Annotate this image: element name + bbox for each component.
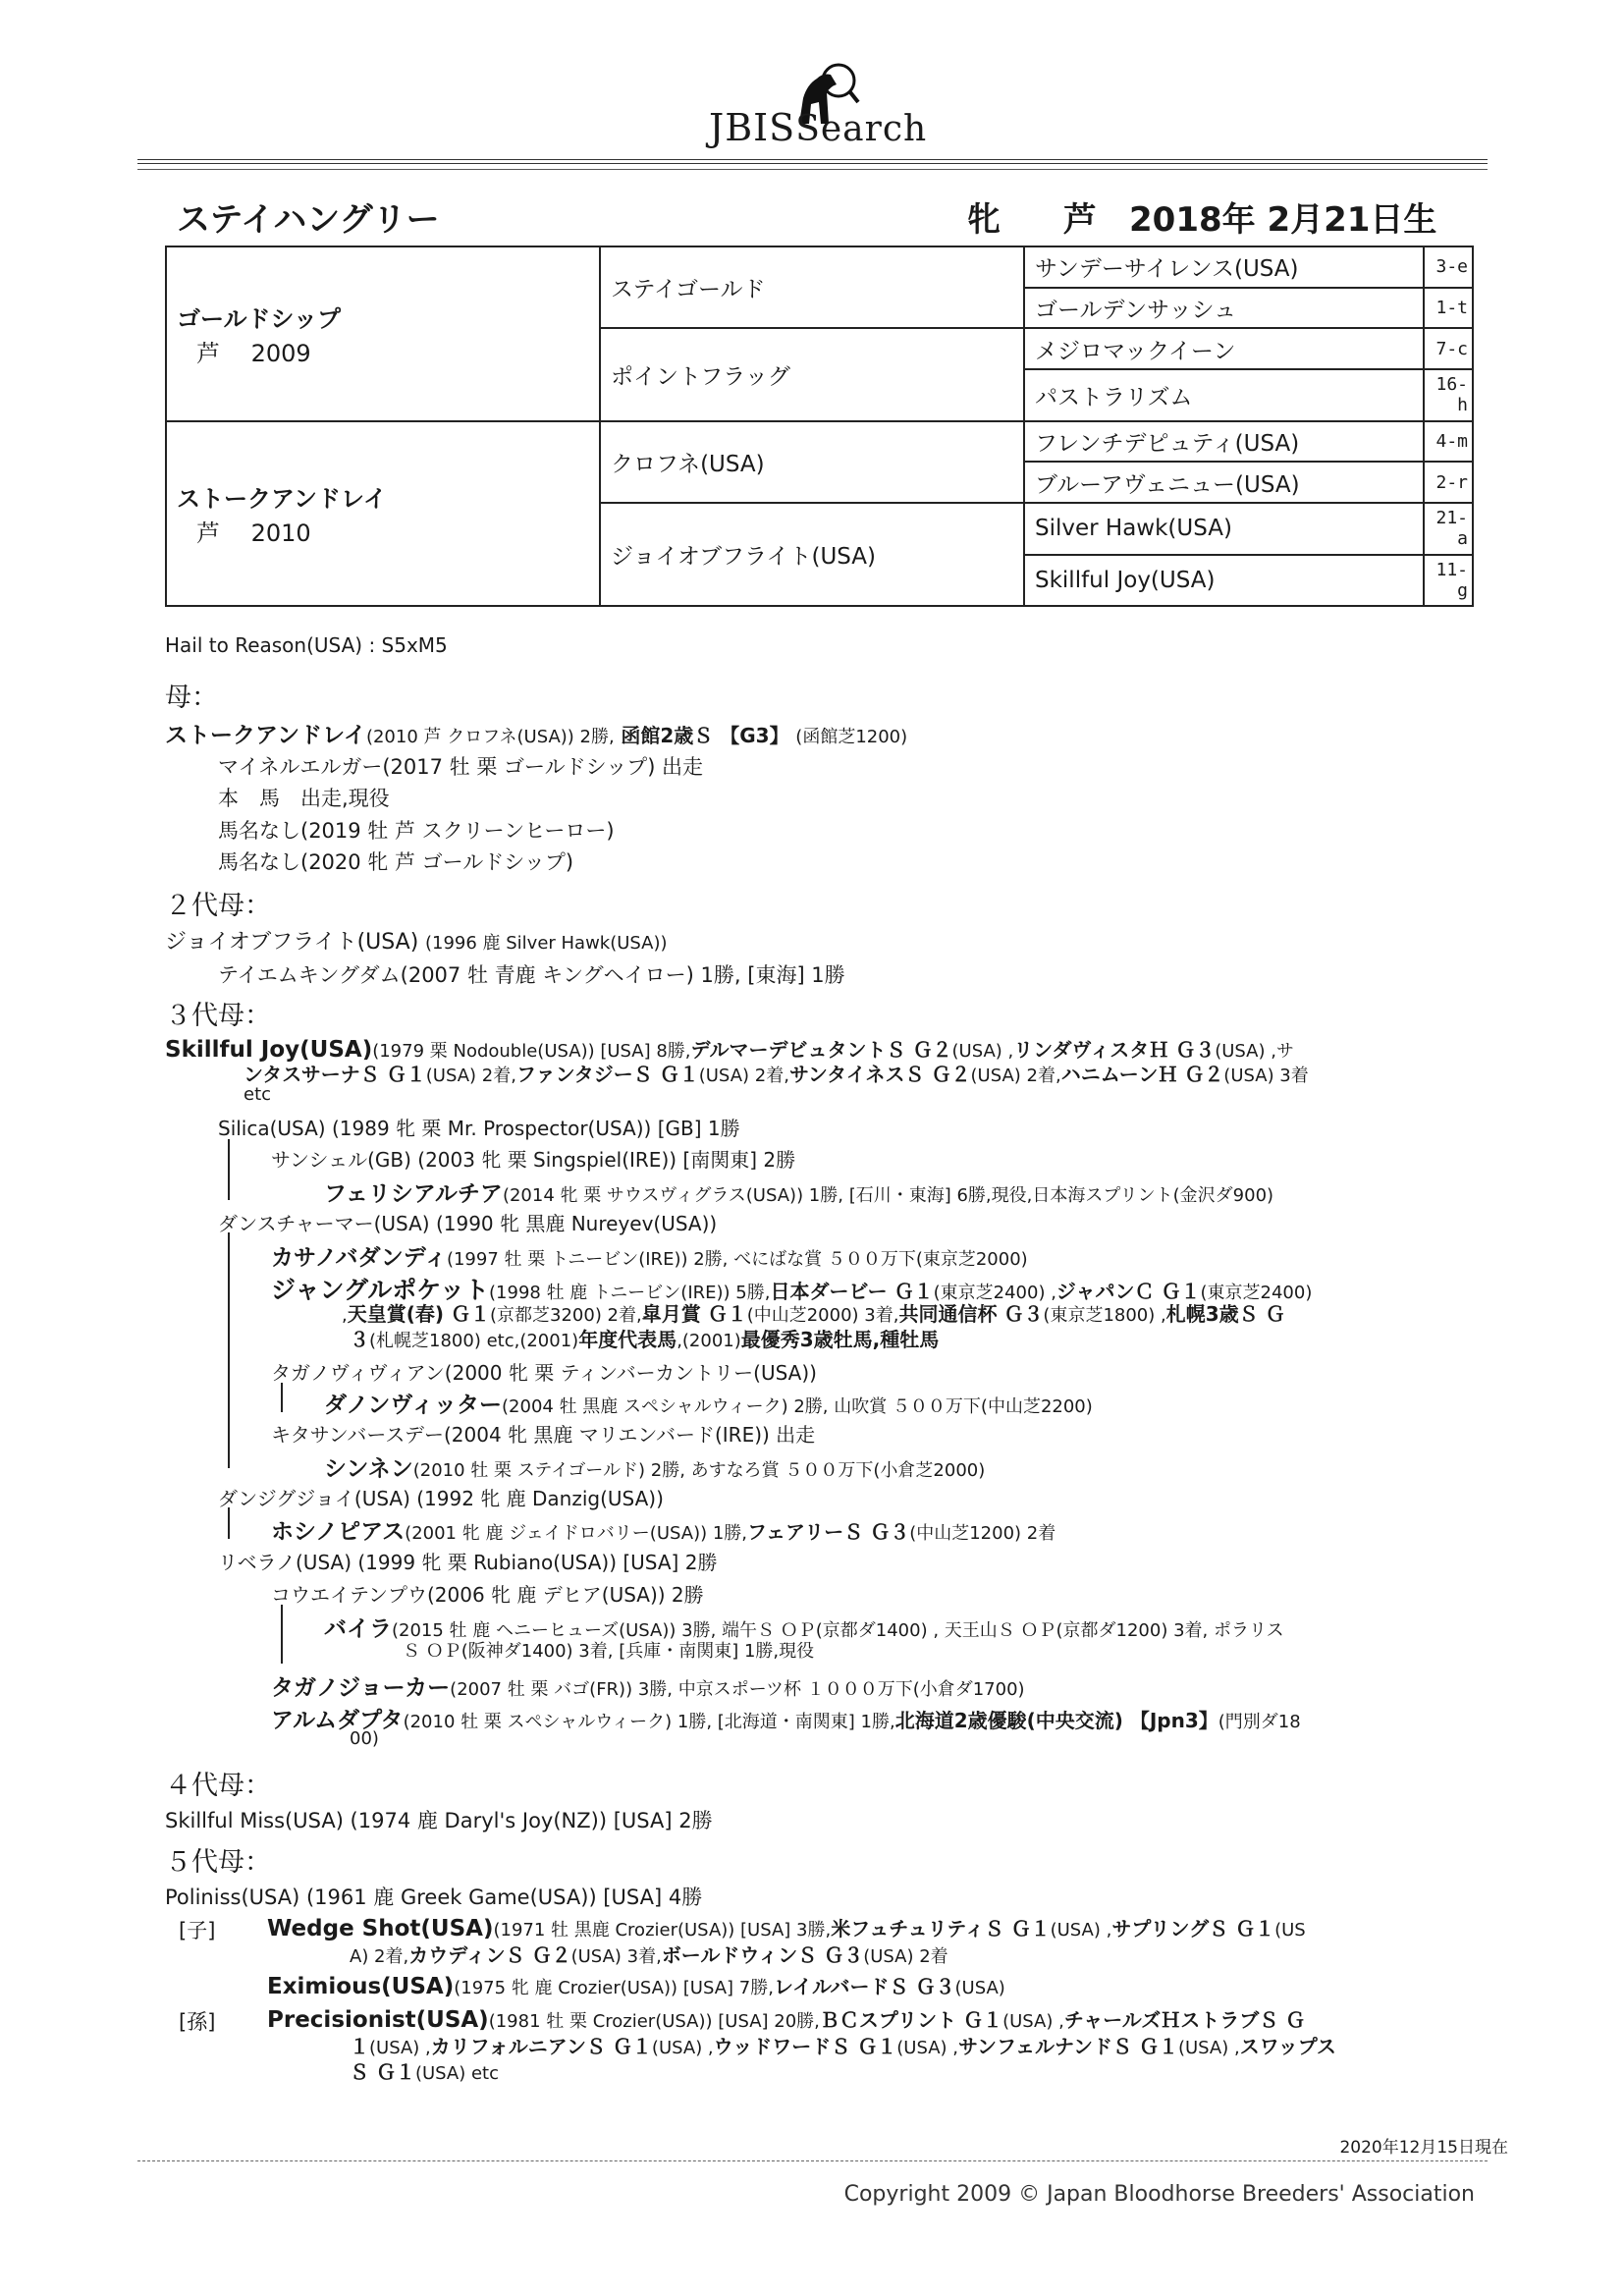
sire-cell — [166, 246, 600, 421]
sex-color: 牝 芦 — [967, 200, 1122, 240]
logo-text — [709, 106, 927, 149]
great-cell: Silver Hawk(USA) — [1024, 503, 1424, 554]
child-tag: [子] — [179, 1919, 216, 1942]
race-note: (門別ダ18 — [1218, 1712, 1301, 1732]
horse-name-bold: Precisionist(USA) — [267, 2007, 489, 2033]
horse-name-bold: フェリシアルチア — [324, 1181, 503, 1207]
grand-cell: ステイゴールド — [600, 246, 1024, 328]
race-name: ３ — [350, 1328, 369, 1351]
race-note: (東京芝1800) , — [1043, 1305, 1166, 1326]
descendant-line-cont — [350, 2056, 499, 2085]
race-name: ボールドウィンＳ Ｇ３ — [661, 1943, 864, 1967]
dam-line — [165, 717, 907, 749]
descendant-line — [267, 1913, 1306, 1941]
race-note: (USA) , — [1050, 1920, 1112, 1941]
race-note: (中山芝1200) 2着 — [909, 1523, 1056, 1544]
pedigree-table — [165, 246, 1474, 607]
section-heading: ４代母： — [165, 1771, 271, 1801]
descendant-line — [324, 1175, 1273, 1208]
horse-name-bold: ホシノピアス — [271, 1519, 406, 1545]
descendant-line-cont — [342, 1298, 1285, 1327]
horse-info: (1997 牡 栗 トニービン(IRE)) 2勝, べにばな賞 ５００万下(東京芝2000) — [446, 1249, 1028, 1270]
horse-name-bold: ダノンヴィッター — [324, 1393, 503, 1418]
race-note: (USA) 3着 — [1223, 1066, 1309, 1086]
great-cell: ブルーアヴェニュー(USA) — [1024, 462, 1424, 503]
race-name: 天皇賞(春) Ｇ１ — [347, 1302, 490, 1326]
award: 年度代表馬 — [578, 1328, 677, 1351]
family-code: 1-t — [1424, 288, 1473, 329]
race-name: ウッドワードＳ Ｇ１ — [713, 2035, 897, 2058]
horse-info: (1975 牝 鹿 Crozier(USA)) [USA] 7勝, — [454, 1978, 774, 1998]
dam-info: (2010 芦 クロフネ(USA)) 2勝, — [365, 727, 615, 747]
offspring-line: 馬名なし(2020 牝 芦 ゴールドシップ) — [218, 850, 574, 874]
etc-note: etc — [244, 1084, 272, 1105]
family-code: 4-m — [1424, 421, 1473, 463]
race-note: (USA) , — [896, 2038, 958, 2058]
race-note: A) 2着, — [350, 1946, 409, 1967]
race-note: (USA) — [954, 1978, 1005, 1998]
race-note: (東京芝2400) — [1200, 1283, 1313, 1303]
section-heading: ２代母： — [165, 891, 271, 921]
horse-name-bold: Wedge Shot(USA) — [267, 1916, 494, 1941]
tree-bar — [281, 1383, 283, 1412]
race-name: フェアリーＳ Ｇ３ — [747, 1520, 910, 1544]
family-code: 2-r — [1424, 462, 1473, 503]
horse-name-bold: シンネン — [324, 1456, 413, 1482]
descendant-line — [267, 2004, 1305, 2033]
horse-info: (2010 牡 栗 ステイゴールド) 2勝, あすなろ賞 ５００万下(小倉芝2000) — [412, 1460, 986, 1481]
race-name: サンタイネスＳ Ｇ２ — [788, 1063, 971, 1086]
horse-info: (1981 牡 栗 Crozier(USA)) [USA] 20勝, — [488, 2011, 820, 2032]
family-code: 7-c — [1424, 328, 1473, 369]
horse-info: (2004 牡 黒鹿 スペシャルウィーク) 2勝, 山吹賞 ５００万下(中山芝2200) — [502, 1396, 1093, 1417]
tree-bar — [228, 1139, 230, 1200]
tree-bar — [228, 1232, 230, 1468]
header-rule — [137, 159, 1488, 164]
race-note: (USA) 2着, — [698, 1066, 789, 1086]
great-cell: ゴールデンサッシュ — [1024, 288, 1424, 329]
descendant-line — [271, 1239, 1028, 1272]
horse-name-bold: アルムダプタ — [271, 1708, 404, 1733]
descendant-line — [324, 1387, 1093, 1419]
descendant-line-cont: 00) — [350, 1728, 379, 1749]
offspring-line: テイエムキングダム(2007 牡 青鹿 キングヘイロー) 1勝, [東海] 1勝 — [218, 963, 845, 987]
race-name: 米フュチュリティＳ Ｇ１ — [831, 1917, 1051, 1941]
horse-name-bold: カサノバダンディ — [271, 1245, 447, 1271]
horse-name: ステイハングリー — [177, 200, 440, 240]
footer-rule — [137, 2160, 1488, 2161]
offspring-line: 馬名なし(2019 牡 芦 スクリーンヒーロー) — [218, 819, 615, 843]
race-note: (京都芝3200) 2着, — [489, 1305, 642, 1326]
race-note: (US — [1274, 1920, 1306, 1941]
horse-name-bold: バイラ — [324, 1616, 392, 1642]
descendant-line: タガノヴィヴィアン(2000 牝 栗 ティンバーカントリー(USA)) — [271, 1361, 817, 1385]
as-of-date: 2020年12月15日現在 — [1339, 2138, 1508, 2158]
great-cell: パストラリズム — [1024, 369, 1424, 420]
race-note: (USA) , — [951, 1041, 1014, 1062]
descendant-line: コウエイテンプウ(2006 牝 鹿 デヒア(USA)) 2勝 — [271, 1583, 704, 1607]
horse-info: (2010 牡 栗 スペシャルウィーク) 1勝, [北海道・南関東] 1勝, — [403, 1712, 895, 1732]
race-note: (USA) , — [1002, 2011, 1064, 2032]
race-name: レイルバードＳ Ｇ３ — [773, 1975, 955, 1998]
race-name: 皐月賞 Ｇ１ — [641, 1302, 747, 1326]
great-cell: フレンチデピュティ(USA) — [1024, 421, 1424, 463]
g5-line: Poliniss(USA) (1961 鹿 Greek Game(USA)) [USA] 4勝 — [165, 1886, 703, 1909]
race-note: (USA) , — [1177, 2038, 1240, 2058]
race-name: １ — [350, 2035, 369, 2058]
horse-info: (2015 牡 鹿 ヘニーヒューズ(USA)) 3勝, 端午Ｓ ＯＰ(京都ダ1400) , 天王山Ｓ ＯＰ(京都ダ1200) 3着, ポラリス — [392, 1620, 1284, 1641]
race-note: (札幌芝1800) etc,(2001) — [369, 1331, 579, 1351]
g2-name: ジョイオブフライト(USA) — [165, 930, 419, 955]
great-cell: Skillful Joy(USA) — [1024, 555, 1424, 607]
race-note: (USA) , — [651, 2038, 714, 2058]
race-name: チャールズＨストラブＳ Ｇ — [1063, 2008, 1306, 2032]
sire-info: 芦 2009 — [196, 339, 311, 367]
tree-bar — [281, 1605, 283, 1664]
tree-bar — [228, 1507, 230, 1539]
dam-info: 芦 2010 — [196, 519, 311, 547]
g2-line — [165, 925, 668, 956]
race-name: 日本ダービー Ｇ１ — [770, 1280, 934, 1303]
g3-name: Skillful Joy(USA) — [165, 1037, 373, 1063]
race-note: , — [342, 1305, 348, 1326]
copyright: Copyright 2009 © Japan Bloodhorse Breeders' Association — [843, 2182, 1475, 2207]
descendant-line: ダンジグジョイ(USA) (1992 牝 鹿 Danzig(USA)) — [218, 1487, 664, 1510]
descendant-line — [324, 1450, 985, 1483]
birth-date: 2018年 2月21日生 — [1129, 200, 1437, 240]
race-name: 共同通信杯 Ｇ３ — [898, 1302, 1044, 1326]
family-code: 11-g — [1424, 555, 1473, 607]
race-note: (USA) etc — [414, 2063, 500, 2084]
family-code: 16-h — [1424, 369, 1473, 420]
horse-info: (1971 牡 黒鹿 Crozier(USA)) [USA] 3勝, — [493, 1920, 832, 1941]
horse-name-bold: ジャングルポケット — [271, 1276, 490, 1304]
section-heading: ３代母： — [165, 1001, 271, 1031]
dam-name: ストークアンドレイ — [165, 723, 366, 748]
header-rule-thin — [137, 169, 1488, 170]
race-name: サンフェルナンドＳ Ｇ１ — [958, 2035, 1178, 2058]
race-name: カリフォルニアンＳ Ｇ１ — [430, 2035, 652, 2058]
descendant-line: キタサンバースデー(2004 牝 黒鹿 マリエンバード(IRE)) 出走 — [271, 1423, 816, 1447]
horse-info: (2001 牝 鹿 ジェイドロバリー(USA)) 1勝, — [405, 1523, 748, 1544]
race-name: スワップス — [1239, 2035, 1336, 2058]
descendant-line: リベラノ(USA) (1999 牝 栗 Rubiano(USA)) [USA] 2勝 — [218, 1551, 718, 1574]
descendant-line-cont: Ｓ ＯＰ(阪神ダ1400) 3着, [兵庫・南関東] 1勝,現役 — [403, 1641, 815, 1662]
dam-course: (函館芝1200) — [795, 727, 908, 747]
race-note: (USA) 3着, — [570, 1946, 662, 1967]
descendant-line: Silica(USA) (1989 牝 栗 Mr. Prospector(USA)) [GB] 1勝 — [218, 1117, 740, 1140]
logo-main: JBIS — [709, 106, 796, 149]
race-note: (USA) 2着 — [863, 1946, 948, 1967]
family-code: 21-a — [1424, 503, 1473, 554]
race-name: ファンタジーＳ Ｇ１ — [515, 1063, 699, 1086]
race-name: ハニムーンＨ Ｇ２ — [1060, 1063, 1224, 1086]
horse-info: (2014 牝 栗 サウスヴィグラス(USA)) 1勝, [石川・東海] 6勝,現役,日本海スプリント(金沢ダ900) — [502, 1185, 1274, 1206]
g2-info: (1996 鹿 Silver Hawk(USA)) — [424, 933, 668, 954]
great-cell: サンデーサイレンス(USA) — [1024, 246, 1424, 288]
g3-line-2 — [244, 1059, 1309, 1087]
race-name: カウディンＳ Ｇ２ — [408, 1943, 571, 1967]
inbreeding-note: Hail to Reason(USA) : S5xM5 — [165, 633, 448, 657]
race-note: (USA) 2着, — [970, 1066, 1061, 1086]
dam-cell — [166, 421, 600, 606]
horse-info: (2007 牡 栗 バゴ(FR)) 3勝, 中京スポーツ杯 １０００万下(小倉ダ1700) — [450, 1679, 1025, 1700]
grandchild-tag: [孫] — [179, 2010, 216, 2034]
race-name: デルマーデビュタントＳ Ｇ２ — [690, 1038, 952, 1062]
descendant-line — [271, 1702, 1301, 1734]
grand-cell: ジョイオブフライト(USA) — [600, 503, 1024, 606]
award: 最優秀3歳牡馬,種牡馬 — [740, 1328, 940, 1351]
race-name: 札幌3歳Ｓ Ｇ — [1165, 1302, 1285, 1326]
g3-info: (1979 栗 Nodouble(USA)) [USA] 8勝, — [372, 1041, 691, 1062]
race-name: ジャパンＣ Ｇ１ — [1056, 1280, 1201, 1303]
descendant-line — [271, 1513, 1056, 1546]
dam-race: 函館2歳Ｓ 【G3】 — [621, 724, 789, 747]
g4-line: Skillful Miss(USA) (1974 鹿 Daryl's Joy(NZ)) [USA] 2勝 — [165, 1809, 713, 1832]
descendant-line: サンシェル(GB) (2003 牝 栗 Singspiel(IRE)) [南関東] 2勝 — [271, 1148, 796, 1172]
grand-cell: クロフネ(USA) — [600, 421, 1024, 503]
race-name: Ｓ Ｇ１ — [350, 2060, 415, 2084]
race-note: ,(2001) — [677, 1331, 741, 1351]
descendant-line — [267, 1971, 1005, 1999]
great-cell: メジロマックイーン — [1024, 328, 1424, 369]
race-note: (中山芝2000) 3着, — [746, 1305, 899, 1326]
section-heading: ５代母： — [165, 1847, 271, 1878]
race-note: (USA) , — [369, 2038, 431, 2058]
descendant-line — [271, 1669, 1025, 1702]
offspring-line: 本 馬 出走,現役 — [218, 787, 390, 810]
grand-cell: ポイントフラッグ — [600, 328, 1024, 420]
race-name: ＢＣスプリント Ｇ１ — [819, 2008, 1003, 2032]
section-heading: 母： — [165, 683, 218, 713]
logo-sub: Search — [795, 109, 928, 149]
sire-name: ゴールドシップ — [177, 304, 342, 333]
horse-name-bold: タガノジョーカー — [271, 1675, 451, 1701]
race-name: リンダヴィスタＨ Ｇ３ — [1013, 1038, 1216, 1062]
descendant-line: ダンスチャーマー(USA) (1990 牝 黒鹿 Nureyev(USA)) — [218, 1212, 718, 1235]
race-name: ンタスサーナＳ Ｇ１ — [244, 1063, 426, 1086]
family-code: 3-e — [1424, 246, 1473, 288]
descendant-line-cont — [350, 1940, 948, 1968]
race-note: (USA) 2着, — [425, 1066, 516, 1086]
site-logo — [0, 59, 1624, 157]
race-note: (USA) ,サ — [1215, 1041, 1294, 1062]
horse-name-bold: Eximious(USA) — [267, 1974, 455, 1999]
descendant-line-cont — [350, 1324, 939, 1352]
offspring-line: マイネルエルガー(2017 牡 栗 ゴールドシップ) 出走 — [218, 755, 704, 779]
race-name: サプリングＳ Ｇ１ — [1111, 1917, 1275, 1941]
race-name: 北海道2歳優駿(中央交流) 【Jpn3】 — [894, 1709, 1218, 1732]
dam-name: ストークアンドレイ — [177, 484, 387, 513]
descendant-line-cont — [350, 2031, 1336, 2059]
race-note: (東京芝2400) , — [933, 1283, 1056, 1303]
horse-info: (1998 牡 鹿 トニービン(IRE)) 5勝, — [489, 1283, 771, 1303]
